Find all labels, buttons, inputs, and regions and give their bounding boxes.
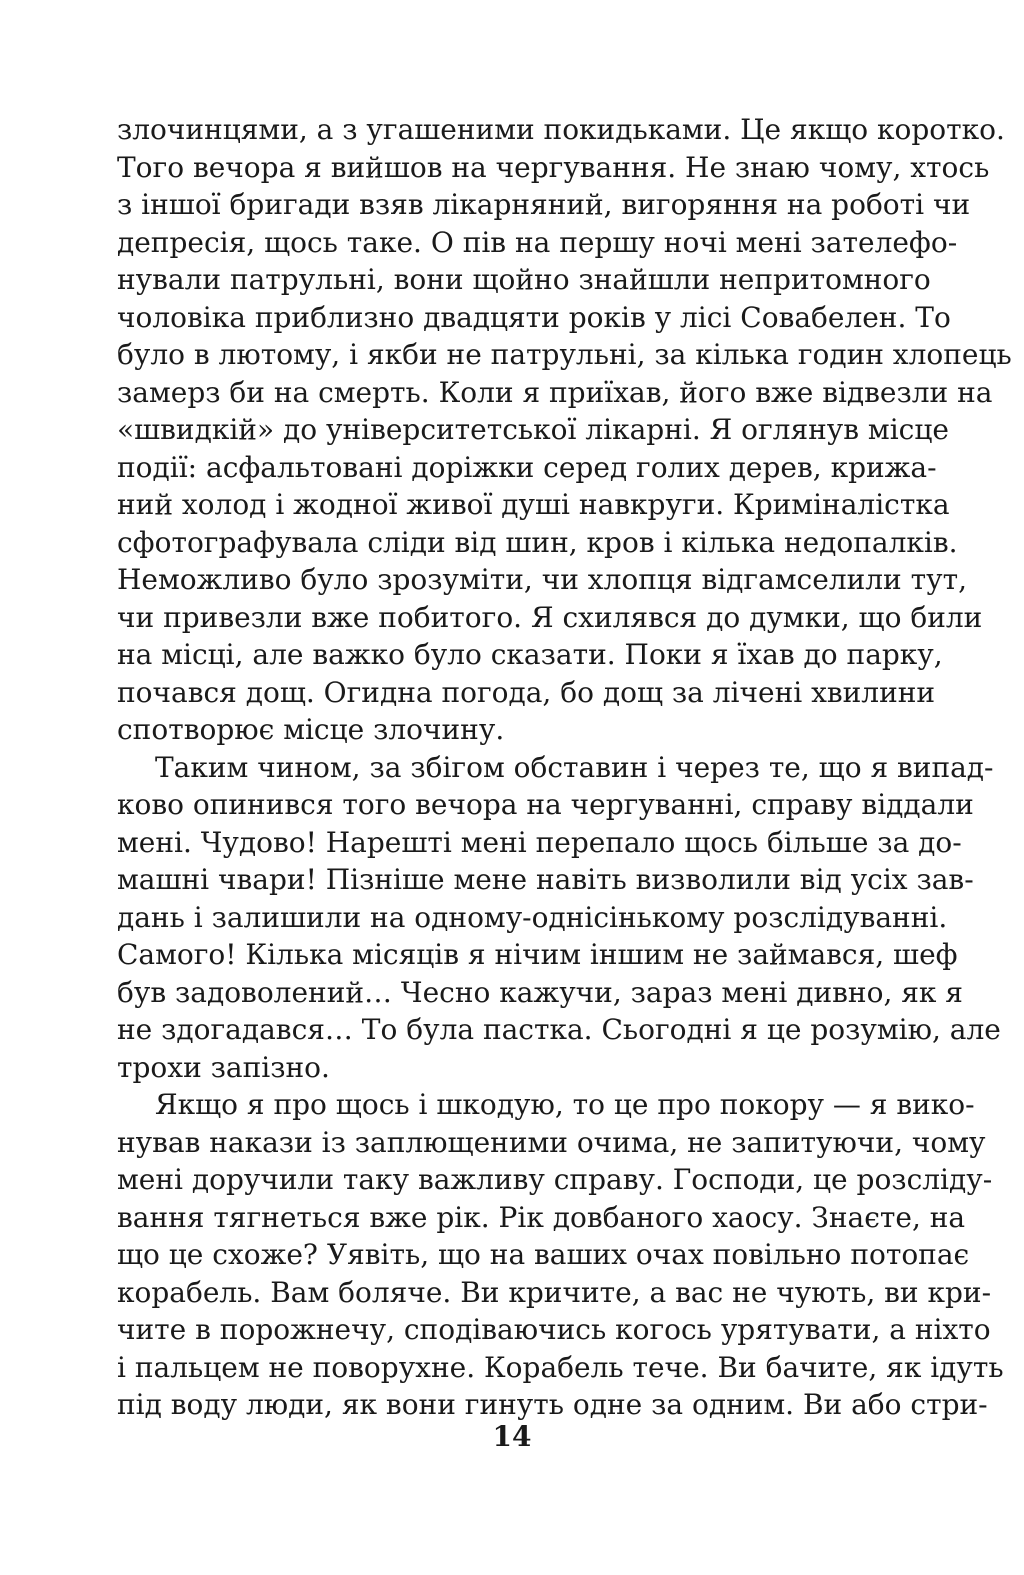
text-line: ний холод і жодної живої душі навкруги. Криміналістка (117, 488, 950, 521)
page-number: 14 (492, 1420, 532, 1453)
text-line: на місці, але важко було сказати. Поки я їхав до парку, (117, 638, 943, 671)
text-line: корабель. Вам боляче. Ви кричите, а вас не чують, ви кри- (117, 1275, 992, 1309)
text-line: чите в порожнечу, сподіваючись когось урятувати, а ніхто (117, 1313, 991, 1346)
text-line: не здогадався… То була пастка. Сьогодні я це розумію, але (117, 1013, 1001, 1046)
text-line: нували патрульні, вони щойно знайшли непритомного (117, 263, 931, 296)
text-line: замерз би на смерть. Коли я приїхав, його вже відвезли на (117, 375, 993, 409)
paragraph-1 (117, 111, 1012, 749)
text-line: сфотографувала сліди від шин, кров і кілька недопалків. (117, 525, 958, 559)
text-line: трохи запізно. (117, 1050, 330, 1084)
paragraph-2 (117, 749, 1001, 1087)
text-line: спотворює місце злочину. (117, 713, 505, 746)
text-line: події: асфальтовані доріжки серед голих дерев, крижа- (117, 450, 937, 484)
text-line: під воду люди, як вони гинуть одне за одним. Ви або стри- (117, 1388, 988, 1421)
text-line: був задоволений… Чесно кажучи, зараз мені дивно, як я (117, 975, 963, 1009)
text-line: Якщо я про щось і шкодую, то це про покору — я вико- (155, 1088, 975, 1121)
text-line: мені. Чудово! Нарешті мені перепало щось більше за до- (117, 825, 962, 859)
text-line: мені доручили таку важливу справу. Господи, це розсліду- (117, 1163, 993, 1196)
text-line: і пальцем не поворухне. Корабель тече. Ви бачите, як ідуть (117, 1350, 1004, 1384)
text-line: чи привезли вже побитого. Я схилявся до думки, що били (117, 600, 983, 634)
page-text (117, 111, 1012, 1424)
text-line: Самого! Кілька місяців я нічим іншим не займався, шеф (117, 938, 958, 971)
text-line: вання тягнеться вже рік. Рік довбаного хаосу. Знаєте, на (117, 1200, 966, 1234)
text-line: злочинцями, а з угашеними покидьками. Це якщо коротко. (117, 113, 1005, 146)
text-line: Неможливо було зрозуміти, чи хлопця відгамселили тут, (117, 563, 967, 596)
text-line: що це схоже? Уявіть, що на ваших очах повільно потопає (117, 1238, 970, 1271)
text-line: почався дощ. Огидна погода, бо дощ за лічені хвилини (117, 675, 936, 709)
text-line: Таким чином, за збігом обставин і через те, що я випад- (155, 750, 994, 784)
text-line: машні чвари! Пізніше мене навіть визволили від усіх зав- (117, 863, 974, 896)
text-line: дань і залишили на одному-однісінькому розслідуванні. (117, 900, 948, 934)
text-line: було в лютому, і якби не патрульні, за кілька годин хлопець (117, 338, 1012, 371)
text-line: чоловіка приблизно двадцяти років у лісі Совабелен. То (117, 300, 951, 334)
text-line: Того вечора я вийшов на чергування. Не знаю чому, хтось (117, 150, 990, 184)
text-line: депресія, щось таке. О пів на першу ночі мені зателефо- (117, 225, 958, 259)
text-line: нував накази із заплющеними очима, не запитуючи, чому (117, 1125, 986, 1159)
text-line: «швидкій» до університетської лікарні. Я оглянув місце (117, 413, 949, 446)
text-line: з іншої бригади взяв лікарняний, вигоряння на роботі чи (117, 188, 971, 221)
text-line: ково опинився того вечора на чергуванні, справу віддали (117, 788, 974, 821)
paragraph-3 (117, 1086, 1004, 1424)
